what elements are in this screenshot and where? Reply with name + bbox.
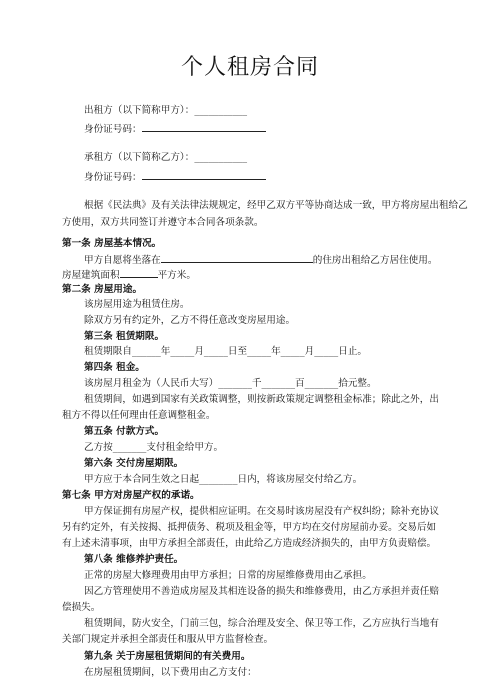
article-7-line-3: 有上述未清事项，由甲方承担全部责任，由此给乙方造成经济损失的，由甲方负责赔偿。 <box>62 538 437 549</box>
article-7-title: 第七条 甲方对房屋产权的承诺。 <box>62 490 200 501</box>
article-1-line-1 <box>84 252 437 268</box>
article-2-title: 第二条 房屋用途。 <box>62 284 143 295</box>
article-8-line-1: 正常的房屋大修理费用由甲方承担；日常的房屋维修费用由乙承担。 <box>84 570 372 581</box>
contract-title: 个人租房合同 <box>180 55 319 80</box>
area-unit: 平方米。 <box>157 270 196 281</box>
article-8-line-3: 偿损失。 <box>62 602 101 613</box>
lessee-id-blank <box>142 169 266 180</box>
article-2-line-2: 除双方另有约定外，乙方不得任意改变房屋用途。 <box>84 315 296 326</box>
article-6-line-1: 甲方应于本合同生效之日起________日内，将该房屋交付给乙方。 <box>84 474 363 485</box>
article-8-line-5: 关部门规定并承担全部责任和服从甲方监督检查。 <box>62 634 274 645</box>
article-8-title: 第八条 维修养护责任。 <box>84 554 184 565</box>
lessor-id-row <box>84 121 266 137</box>
intro-line-2: 方使用，双方共同签订并遵守本合同各项条款。 <box>62 217 264 228</box>
article-7-line-1: 甲方保证拥有房屋产权，提供相应证明。在交易时该房屋没有产权纠纷；除补充协议 <box>84 506 439 517</box>
article-5-line-1: 乙方按_______支付租金给甲方。 <box>84 442 224 453</box>
article-8-line-4: 租赁期间，防火安全，门前三包，综合治理及安全、保卫等工作，乙方应执行当地有 <box>84 618 439 629</box>
article-7-line-2: 另有约定外，有关按揭、抵押债务、税项及租金等，甲方均在交付房屋前办妥。交易后如 <box>62 522 437 533</box>
lessor-id-blank <box>142 121 266 132</box>
article-4-title: 第四条 租金。 <box>84 362 145 373</box>
article-1-location-suffix: 的住房出租给乙方居住使用。 <box>312 255 438 266</box>
article-4-line-2: 租赁期间，如遇到国家有关政策调整，则按新政策规定调整租金标准；除此之外，出 <box>84 394 439 405</box>
intro-line-1: 根据《民法典》及有关法律法规规定，经甲乙双方平等协商达成一致，甲方将房屋出租给乙 <box>84 200 468 211</box>
lessee-id-row <box>84 169 266 185</box>
article-8-line-2: 因乙方管理使用不善造成房屋及其相连设备的损失和维修费用，由乙方承担并责任赔 <box>84 586 439 597</box>
area-label: 房屋建筑面积 <box>62 270 120 281</box>
area-blank <box>120 267 158 278</box>
article-5-title: 第五条 付款方式。 <box>84 426 165 437</box>
article-4-line-1: 该房屋月租金为（人民币大写）_______千_______百_______拾元整。 <box>84 378 377 389</box>
article-2-line-1: 该房屋用途为租赁住房。 <box>84 299 190 310</box>
lessor-label: 出租方（以下简称甲方）：___________ <box>84 105 248 116</box>
article-9-title: 第九条 关于房屋租赁期间的有关费用。 <box>84 651 251 662</box>
lessee-label: 承租方（以下简称乙方）：___________ <box>84 152 248 163</box>
article-3-title: 第三条 租赁期限。 <box>84 331 165 342</box>
article-1-location-label: 甲方自愿将坐落在 <box>84 255 161 266</box>
lessee-id-label: 身份证号码： <box>84 172 142 183</box>
lessor-id-label: 身份证号码： <box>84 124 142 135</box>
article-3-line-1: 租赁期限自______年_____月_____日至_____年_____月_____日止。 <box>84 346 368 357</box>
article-6-title: 第六条 交付房屋期限。 <box>84 458 184 469</box>
article-9-line-1: 在房屋租赁期间，以下费用由乙方支付： <box>84 667 257 678</box>
location-blank <box>161 252 313 263</box>
article-1-title: 第一条 房屋基本情况。 <box>62 238 162 249</box>
article-4-line-3: 租方不得以任何理由任意调整租金。 <box>62 410 216 421</box>
article-1-line-2 <box>62 267 196 283</box>
